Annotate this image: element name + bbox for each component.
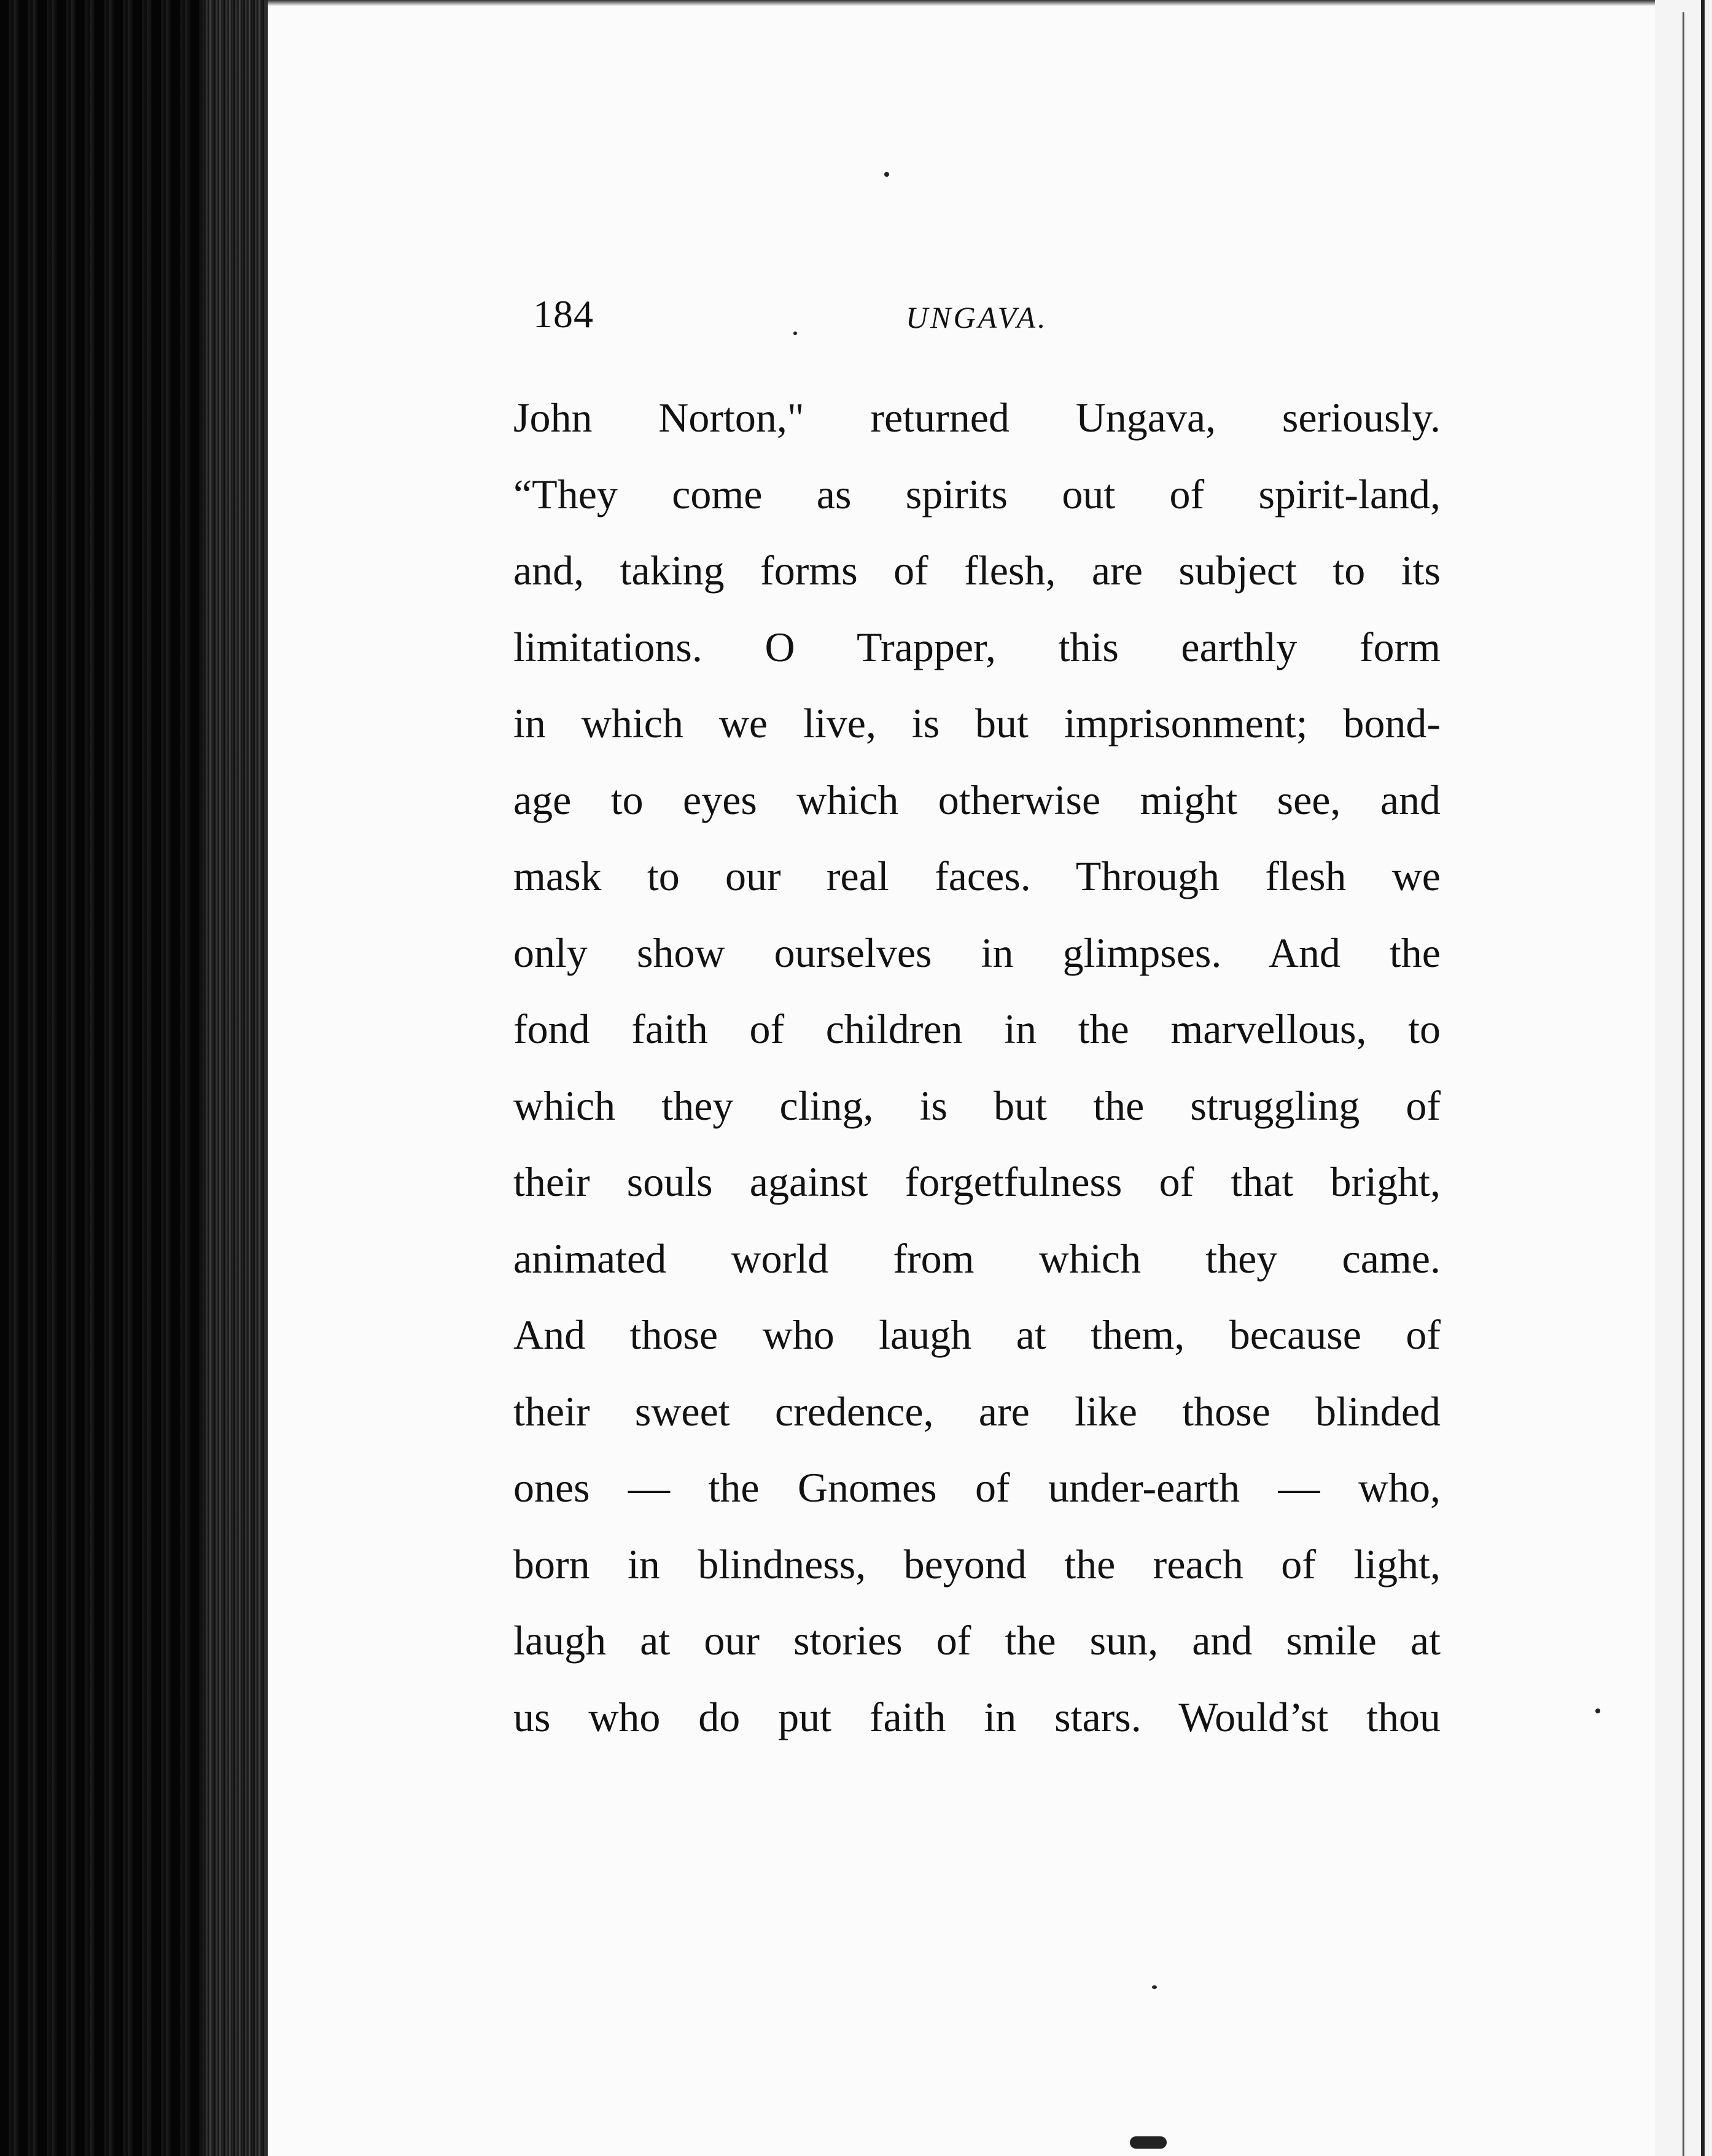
body-text bbox=[513, 379, 1441, 1755]
text-line: us who do put faith in stars. Would’st thou bbox=[513, 1693, 1441, 1740]
text-line: their sweet credence, are like those blinded bbox=[513, 1387, 1441, 1435]
page-top-edge bbox=[268, 0, 1655, 6]
dust-speck bbox=[884, 172, 889, 177]
text-line: ones — the Gnomes of under-earth — who, bbox=[513, 1464, 1441, 1511]
text-line: limitations. O Trapper, this earthly form bbox=[513, 623, 1441, 670]
text-line: in which we live, is but imprisonment; bond- bbox=[513, 700, 1441, 746]
text-line: animated world from which they came. bbox=[513, 1235, 1441, 1282]
text-line: laugh at our stories of the sun, and smile at bbox=[513, 1617, 1441, 1664]
dust-speck bbox=[1130, 2136, 1167, 2149]
dust-speck bbox=[1152, 1985, 1157, 1989]
text-line: fond faith of children in the marvellous, to bbox=[513, 1006, 1441, 1052]
page-edge-line bbox=[1701, 0, 1705, 2156]
dust-speck bbox=[793, 332, 797, 335]
text-line: age to eyes which otherwise might see, and bbox=[513, 776, 1441, 823]
text-line: born in blindness, beyond the reach of light, bbox=[513, 1540, 1441, 1588]
text-line: “They come as spirits out of spirit-land, bbox=[513, 470, 1441, 518]
text-line: and, taking forms of flesh, are subject to its bbox=[513, 547, 1441, 594]
text-line: And those who laugh at them, because of bbox=[513, 1311, 1441, 1358]
text-line: only show ourselves in glimpses. And the bbox=[513, 929, 1441, 976]
text-line: which they cling, is but the struggling of bbox=[513, 1082, 1441, 1129]
text-line: their souls against forgetfulness of that bright, bbox=[513, 1158, 1441, 1205]
page-number: 184 bbox=[533, 292, 594, 336]
text-line: mask to our real faces. Through flesh we bbox=[513, 853, 1441, 899]
running-title: UNGAVA. bbox=[906, 300, 1048, 335]
dust-speck bbox=[1595, 1708, 1600, 1713]
text-line: John Norton," returned Ungava, seriously. bbox=[513, 394, 1441, 441]
page-edge-line bbox=[1683, 12, 1684, 2156]
binding-edge bbox=[203, 0, 264, 2156]
